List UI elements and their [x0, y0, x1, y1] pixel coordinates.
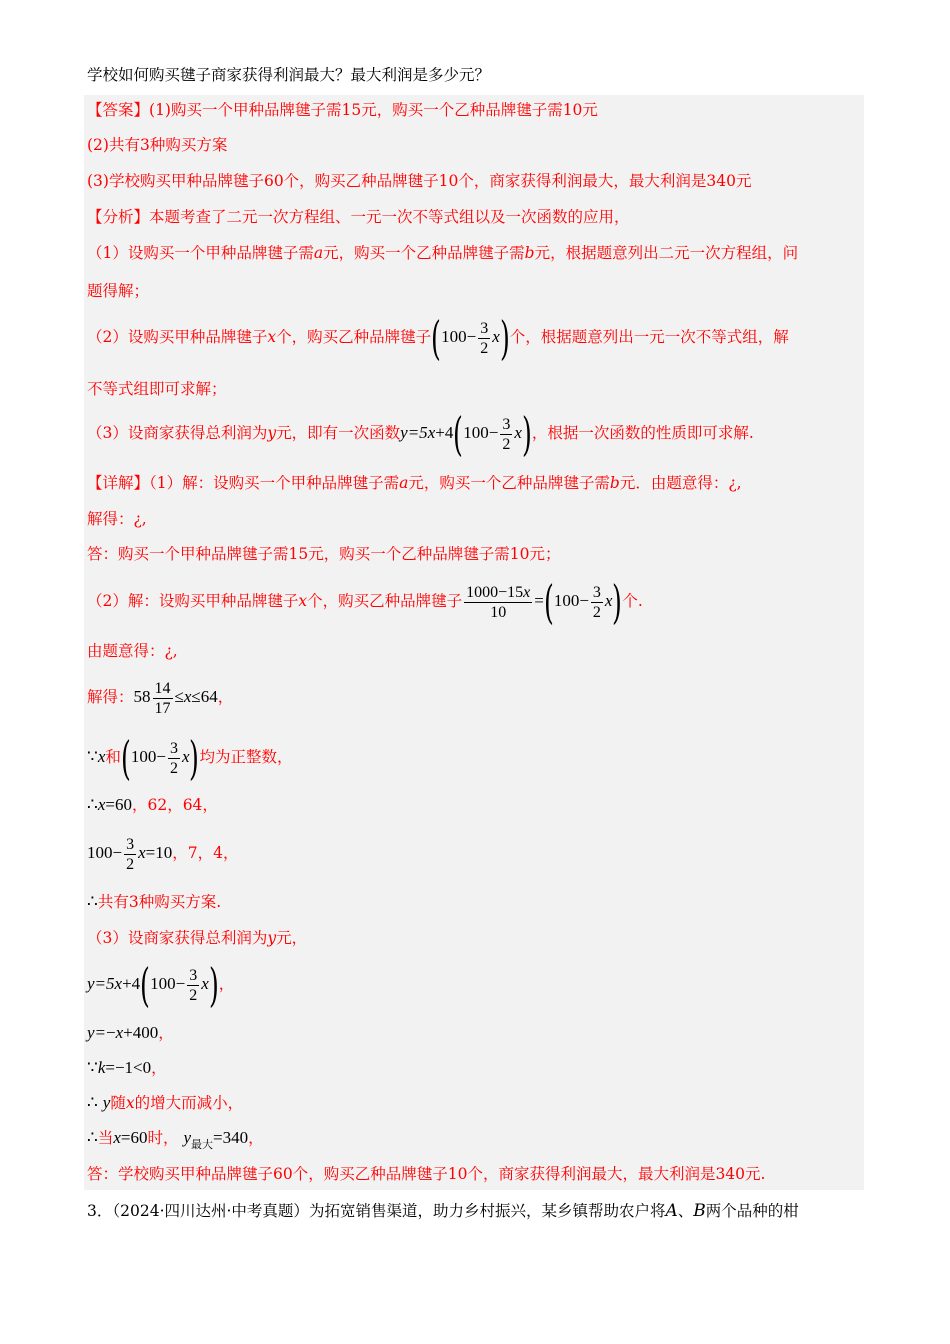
- analysis-tag: 【分析】: [87, 208, 150, 226]
- bigfrac-den: 10: [490, 603, 507, 621]
- detail-d15c: 的增大而减小，: [134, 1094, 244, 1112]
- question-tail: 学校如何购买毽子商家获得利润最大？最大利润是多少元？: [87, 66, 491, 84]
- var-x-math: x: [97, 795, 106, 814]
- frac-den: 2: [189, 986, 198, 1004]
- plus-400: +400: [123, 1023, 159, 1042]
- plus-4: +4: [122, 974, 141, 993]
- next-question: [87, 1200, 799, 1222]
- question-text-a: 为拓宽销售渠道，助力乡村振兴，某乡镇帮助农户将: [308, 1202, 666, 1220]
- k-eq: =−1<0: [105, 1058, 152, 1077]
- leq-sign: ≤: [174, 687, 184, 706]
- detail-d4c: 个.: [622, 592, 643, 610]
- detail-13: [87, 1022, 174, 1044]
- fraction-3-2: [591, 583, 603, 622]
- analysis-p1-cont: 题得解；: [87, 282, 150, 300]
- analysis-p2c: 个，根据题意列出一元一次不等式组，解: [509, 328, 789, 346]
- frac-den: 2: [480, 339, 489, 357]
- analysis-p3c: ，根据一次函数的性质即可求解.: [531, 424, 754, 442]
- neg-sign: −: [106, 1023, 116, 1042]
- because-symbol: ∵: [87, 1058, 98, 1077]
- leq-sign: ≤: [191, 687, 201, 706]
- analysis-p1c: 元，根据题意列出二元一次方程组，问: [534, 244, 799, 262]
- var-x: x: [298, 592, 308, 610]
- var-x-math: x: [138, 843, 146, 862]
- answer-line-1: [87, 99, 598, 121]
- plus-4: +4: [435, 423, 454, 442]
- analysis-p1a: （1）设购买一个甲种品牌毽子需: [87, 244, 314, 262]
- analysis-p3a: （3）设商家获得总利润为: [87, 424, 268, 442]
- var-x-math: x: [492, 327, 500, 346]
- detail-16: [87, 1127, 264, 1156]
- y-max-subscript: 最大: [190, 1139, 213, 1151]
- detail-d11b: 元，: [276, 929, 308, 947]
- var-x-math: x: [114, 974, 123, 993]
- mixed-den: 17: [154, 699, 171, 717]
- detail-6: [87, 674, 233, 720]
- frac-num: 3: [126, 835, 135, 853]
- detail-d16b: 时，: [147, 1129, 179, 1147]
- var-x-math: x: [201, 974, 209, 993]
- question-source: （2024·四川达州·中考真题）: [112, 1202, 309, 1220]
- var-b: b: [609, 474, 620, 492]
- detail-d13b: ，: [158, 1024, 174, 1042]
- detail-17: 答：学校购买甲种品牌毽子60个，购买乙种品牌毽子10个，商家获得利润最大，最大利润是340元.: [87, 1165, 766, 1183]
- var-k: k: [97, 1058, 106, 1077]
- frac-den: 2: [169, 759, 178, 777]
- detail-d1: （1）解：设购买一个甲种品牌毽子需: [149, 474, 400, 492]
- answer-1: (1)购买一个甲种品牌毽子需15元，购买一个乙种品牌毽子需10元: [149, 101, 598, 119]
- y-eq-5: y=5: [400, 423, 428, 442]
- var-y: y: [267, 424, 277, 442]
- detail-10: [87, 891, 221, 913]
- detail-d10: 共有3种购买方案.: [97, 893, 222, 911]
- var-x-math: x: [181, 747, 190, 766]
- therefore-symbol: ∴: [87, 1128, 98, 1147]
- detail-d16c: ，: [248, 1129, 264, 1147]
- num-100: 100: [441, 327, 467, 346]
- answer-line-3: (3)学校购买甲种品牌毽子60个，购买乙种品牌毽子10个，商家获得利润最大，最大利润是340元: [87, 172, 752, 190]
- minus-sign: −: [579, 591, 589, 610]
- var-x: x: [267, 328, 277, 346]
- num-100: 100: [553, 591, 580, 610]
- x-eq-60: =60: [105, 795, 132, 814]
- eq-340: =340: [212, 1128, 249, 1147]
- eq-10: =10: [145, 843, 173, 862]
- fraction-3-2: [168, 739, 180, 778]
- analysis-p1: [87, 242, 798, 264]
- minus-sign: −: [156, 747, 166, 766]
- detail-2: 解得：¿,: [87, 510, 147, 528]
- detail-1: [87, 472, 742, 494]
- analysis-p1b: 元，购买一个乙种品牌毽子需: [323, 244, 525, 262]
- var-B: B: [693, 1201, 706, 1221]
- fraction-3-2: [187, 966, 199, 1005]
- mixed-num: 14: [154, 679, 171, 697]
- analysis-p2a: （2）设购买甲种品牌毽子: [87, 328, 268, 346]
- analysis-intro: [87, 206, 630, 228]
- analysis-p3: [87, 407, 754, 462]
- analysis-p2: [87, 311, 789, 366]
- expr-100-minus-3-2x: (100− $\frac{3}{2}$ x): [431, 311, 510, 366]
- frac-den: 2: [592, 603, 601, 621]
- var-b: b: [524, 244, 535, 262]
- detail-d4a: （2）解：设购买甲种品牌毽子: [87, 592, 299, 610]
- detail-3: 答：购买一个甲种品牌毽子需15元，购买一个乙种品牌毽子需10元；: [87, 545, 561, 563]
- function-expr: y=5x+4(100− $\frac{3}{2}$ x): [87, 958, 219, 1013]
- num-64: 64: [200, 687, 218, 706]
- detail-d8b: ，62，64，: [131, 796, 218, 814]
- detail-tag: 【详解】: [87, 474, 150, 492]
- var-x-math: x: [523, 583, 531, 601]
- detail-11: [87, 927, 307, 949]
- var-a: a: [399, 474, 409, 492]
- simplified-function: [87, 1023, 158, 1042]
- num-100: 100: [87, 843, 113, 862]
- num-100: 100: [130, 747, 157, 766]
- fraction-1000-15x-10: [464, 583, 532, 622]
- var-x-math: x: [97, 747, 106, 766]
- var-y: y: [267, 929, 277, 947]
- var-A: A: [665, 1201, 678, 1221]
- frac-num: 3: [502, 415, 511, 433]
- var-x-math: x: [113, 1128, 121, 1147]
- detail-4: [87, 575, 643, 630]
- minus-sign: −: [488, 423, 499, 442]
- bigfrac-num: [464, 583, 532, 603]
- fraction-3-2: [124, 835, 136, 874]
- detail-9: [87, 830, 238, 876]
- detail-5: 由题意得：¿,: [87, 642, 178, 660]
- fraction-3-2: [500, 415, 512, 454]
- var-a: a: [313, 244, 324, 262]
- detail-7: [87, 731, 293, 786]
- frac-num: 3: [480, 319, 489, 337]
- fraction-3-2: [478, 319, 490, 358]
- detail-15: [87, 1092, 243, 1114]
- analysis-p3b: 元，即有一次函数: [276, 424, 401, 442]
- detail-d6b: ，: [217, 688, 234, 706]
- analysis-p2-cont: 不等式组即可求解；: [87, 380, 227, 398]
- var-x-math: x: [183, 687, 192, 706]
- analysis-intro-text: 本题考查了二元一次方程组、一元一次不等式组以及一次函数的应用，: [149, 208, 630, 226]
- detail-d15b: 随: [110, 1094, 126, 1112]
- y-max-expr: [183, 1128, 249, 1151]
- detail-d11a: （3）设商家获得总利润为: [87, 929, 268, 947]
- num-100: 100: [463, 423, 489, 442]
- detail-12: [87, 958, 235, 1013]
- equals-sign: =: [534, 591, 544, 610]
- detail-14: [87, 1057, 167, 1079]
- function-expr: y=5x+4(100− $\frac{3}{2}$ x): [400, 407, 532, 462]
- because-symbol: ∵: [87, 747, 98, 766]
- minus-sign: −: [175, 974, 186, 993]
- var-x-math: x: [514, 423, 522, 442]
- var-y-math: y: [183, 1128, 191, 1147]
- detail-d1c: 元．由题意得：¿,: [619, 474, 742, 492]
- detail-d16a: 当: [97, 1129, 114, 1147]
- minus-sign: −: [466, 327, 477, 346]
- detail-d7a: 和: [105, 748, 121, 766]
- expr-100-minus-3-2x-eq: [87, 835, 173, 873]
- eq-60: =60: [120, 1128, 148, 1147]
- question-text-b: 两个品种的柑: [705, 1202, 799, 1220]
- detail-d6a: 解得：: [87, 688, 134, 706]
- var-x-math: x: [115, 1023, 124, 1042]
- analysis-p2b: 个，购买乙种品牌毽子: [276, 328, 432, 346]
- y-eq: y=: [87, 1023, 107, 1042]
- var-y-math: y: [102, 1093, 111, 1112]
- separator: 、: [677, 1202, 694, 1220]
- var-x-math: x: [427, 423, 436, 442]
- detail-8: [87, 794, 218, 816]
- y-eq-5: y=5: [87, 974, 115, 993]
- var-x-math: x: [125, 1094, 135, 1112]
- question-number: 3．: [87, 1202, 113, 1220]
- var-x-math: x: [604, 591, 613, 610]
- fraction-14-17: [153, 679, 173, 718]
- bigfrac-expr: $\frac{1000-15x}{10}$ =(100− $\frac{3}{2}$ x): [466, 575, 623, 630]
- detail-d1b: 元，购买一个乙种品牌毽子需: [408, 474, 610, 492]
- detail-d4b: 个，购买乙种品牌毽子: [307, 592, 463, 610]
- frac-den: 2: [502, 435, 511, 453]
- frac-num: 3: [169, 739, 178, 757]
- num-100: 100: [150, 974, 176, 993]
- detail-d14b: ，: [151, 1059, 167, 1077]
- answer-line-2: (2)共有3种购买方案: [87, 136, 228, 154]
- detail-d12b: ，: [218, 975, 235, 993]
- therefore-symbol: ∴: [87, 795, 98, 814]
- frac-num: 3: [592, 583, 601, 601]
- detail-d9b: ，7，4，: [172, 844, 239, 862]
- answer-tag: 【答案】: [87, 101, 150, 119]
- inequality-solution: [133, 679, 218, 717]
- frac-num: 3: [189, 966, 198, 984]
- frac-den: 2: [126, 855, 135, 873]
- bigfrac-num-text: 1000−15: [466, 583, 524, 601]
- minus-sign: −: [112, 843, 123, 862]
- therefore-symbol: ∴: [87, 892, 98, 911]
- expr-100-minus-3-2x: (100− $\frac{3}{2}$ x): [120, 731, 200, 786]
- detail-d7b: 均为正整数，: [199, 748, 293, 766]
- therefore-symbol: ∴: [87, 1093, 98, 1112]
- mixed-whole: 58: [133, 687, 151, 706]
